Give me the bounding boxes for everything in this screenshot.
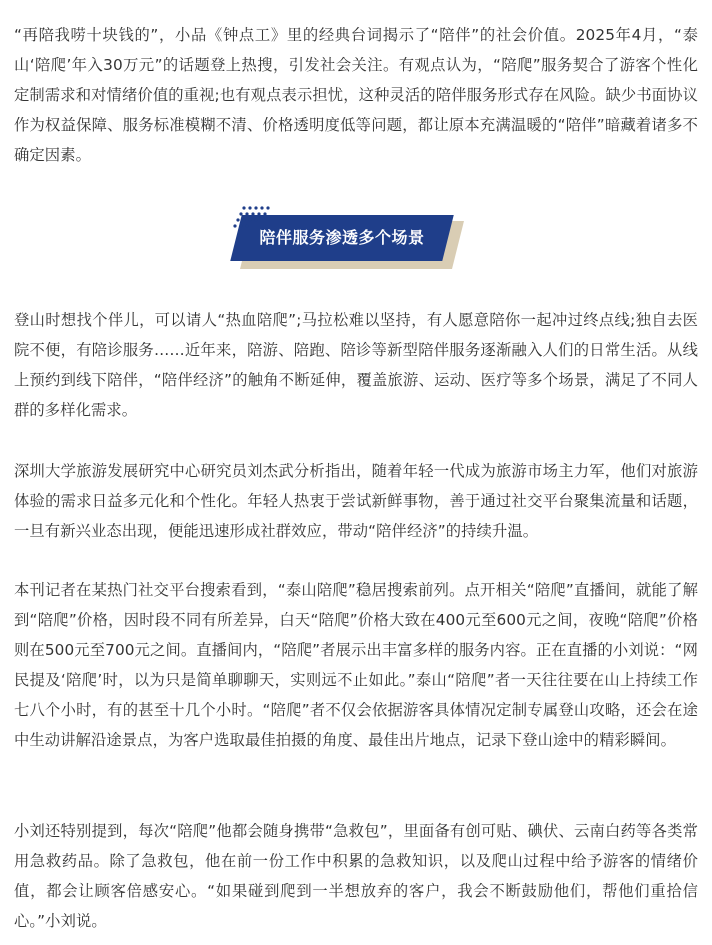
intro-paragraph: “再陪我唠十块钱的”，小品《钟点工》里的经典台词揭示了“陪伴”的社会价值。2025年4月，“泰山‘陪爬’年入30万元”的话题登上热搜，引发社会关注。有观点认为，“陪爬”服务契合了游客个性化定制需求和对情绪价值的重视;也有观点表示担忧，这种灵活的陪伴服务形式存在风险。缺少书面协议作为权益保障、服务标准模糊不清、价格透明度低等问题，都让原本充满温暖的“陪伴”暗藏着诸多不确定因素。 bbox=[14, 26, 698, 164]
body-paragraph-scenarios: 登山时想找个伴儿，可以请人“热血陪爬”;马拉松难以坚持，有人愿意陪你一起冲过终点线;独自去医院不便，有陪诊服务……近年来，陪游、陪跑、陪诊等新型陪伴服务逐渐融入人们的日常生活。从线上预约到线下陪伴，“陪伴经济”的触角不断延伸，覆盖旅游、运动、医疗等多个场景，满足了不同人群的多样化需求。 bbox=[14, 311, 698, 419]
section-title-banner bbox=[230, 205, 470, 275]
body-paragraph-expert: 深圳大学旅游发展研究中心研究员刘杰武分析指出，随着年轻一代成为旅游市场主力军，他们对旅游体验的需求日益多元化和个性化。年轻人热衷于尝试新鲜事物，善于通过社交平台聚集流量和话题，一旦有新兴业态出现，便能迅速形成社群效应，带动“陪伴经济”的持续升温。 bbox=[14, 462, 698, 540]
body-paragraph-first-aid: 小刘还特别提到，每次“陪爬”他都会随身携带“急救包”，里面备有创可贴、碘伏、云南白药等各类常用急救药品。除了急救包，他在前一份工作中积累的急救知识，以及爬山过程中给予游客的情绪价值，都会让顾客倍感安心。“如果碰到爬到一半想放弃的客户，我会不断鼓励他们，帮他们重拾信心。”小刘说。 bbox=[14, 822, 698, 930]
section-title: 陪伴服务渗透多个场景 bbox=[259, 228, 425, 247]
body-paragraph-pricing: 本刊记者在某热门社交平台搜索看到，“泰山陪爬”稳居搜索前列。点开相关“陪爬”直播间，就能了解到“陪爬”价格，因时段不同有所差异，白天“陪爬”价格大致在400元至600元之间，夜晚“陪爬”价格则在500元至700元之间。直播间内，“陪爬”者展示出丰富多样的服务内容。正在直播的小刘说：“网民提及‘陪爬’时，以为只是简单聊聊天，实则远不止如此。”泰山“陪爬”者一天往往要在山上持续工作七八个小时，有的甚至十几个小时。“陪爬”者不仅会依据游客具体情况定制专属登山攻略，还会在途中生动讲解沿途景点，为客户选取最佳拍摄的角度、最佳出片地点，记录下登山途中的精彩瞬间。 bbox=[14, 581, 698, 749]
